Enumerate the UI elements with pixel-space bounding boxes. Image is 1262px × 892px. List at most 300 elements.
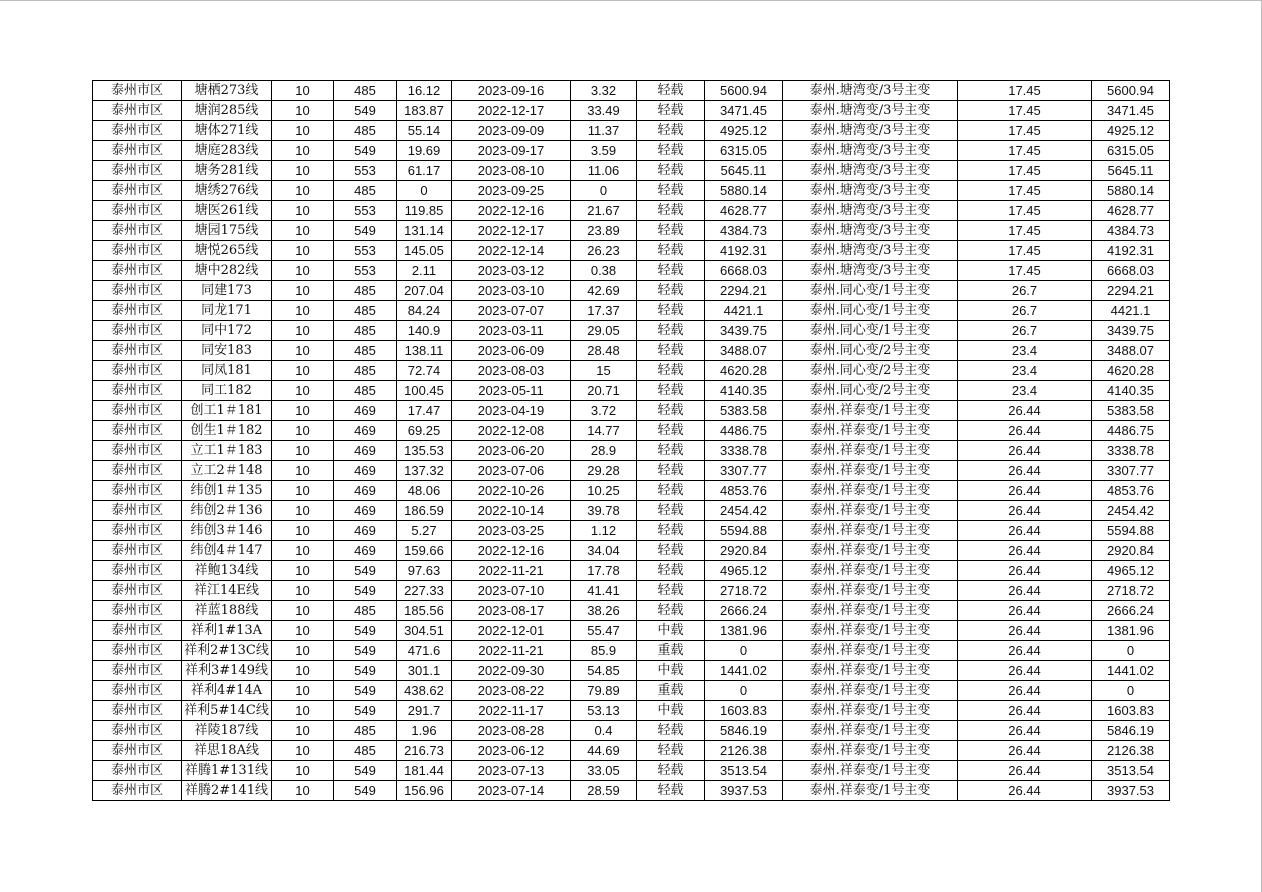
cell-available-capacity: 3439.75 [705,321,783,341]
cell-line-name: 同安183 [182,341,272,361]
cell-transformer-load: 17.45 [958,121,1092,141]
cell-available-capacity: 4925.12 [705,121,783,141]
cell-available-capacity: 4620.28 [705,361,783,381]
table-row [93,541,1170,561]
cell-date: 2023-09-16 [452,81,571,101]
cell-line-name: 祥利1#13A [182,621,272,641]
cell-voltage: 10 [272,401,334,421]
cell-line-name: 立工1＃183 [182,441,272,461]
cell-capacity: 485 [334,281,397,301]
cell-load-status: 重载 [637,681,705,701]
cell-voltage: 10 [272,241,334,261]
table-row [93,81,1170,101]
cell-load-status: 轻载 [637,761,705,781]
cell-line-name: 塘庭283线 [182,141,272,161]
cell-capacity: 549 [334,781,397,801]
cell-transformer-available: 4925.12 [1092,121,1170,141]
cell-load-rate: 38.26 [571,601,637,621]
cell-transformer-load: 26.44 [958,641,1092,661]
cell-district: 泰州市区 [93,601,182,621]
cell-line-name: 祥利3#149线 [182,661,272,681]
cell-load-rate: 54.85 [571,661,637,681]
cell-district: 泰州市区 [93,761,182,781]
cell-voltage: 10 [272,601,334,621]
cell-voltage: 10 [272,81,334,101]
cell-line-name: 塘园175线 [182,221,272,241]
cell-district: 泰州市区 [93,81,182,101]
cell-line-name: 祥利5#14C线 [182,701,272,721]
cell-transformer: 泰州.祥泰变/1号主变 [783,561,958,581]
cell-capacity: 549 [334,761,397,781]
cell-voltage: 10 [272,721,334,741]
cell-date: 2023-03-12 [452,261,571,281]
cell-current-load: 100.45 [397,381,452,401]
cell-transformer-available: 0 [1092,681,1170,701]
cell-transformer-load: 23.4 [958,361,1092,381]
cell-line-name: 同中172 [182,321,272,341]
cell-transformer: 泰州.祥泰变/1号主变 [783,721,958,741]
cell-current-load: 438.62 [397,681,452,701]
cell-line-name: 祥腾1#131线 [182,761,272,781]
cell-current-load: 97.63 [397,561,452,581]
cell-current-load: 69.25 [397,421,452,441]
table-row [93,341,1170,361]
cell-available-capacity: 2718.72 [705,581,783,601]
cell-capacity: 553 [334,241,397,261]
cell-capacity: 553 [334,201,397,221]
cell-district: 泰州市区 [93,161,182,181]
cell-load-status: 轻载 [637,341,705,361]
cell-transformer: 泰州.同心变/2号主变 [783,341,958,361]
cell-transformer-load: 26.44 [958,741,1092,761]
cell-transformer: 泰州.祥泰变/1号主变 [783,581,958,601]
cell-transformer-available: 1603.83 [1092,701,1170,721]
cell-transformer-load: 17.45 [958,81,1092,101]
cell-load-status: 中载 [637,661,705,681]
cell-current-load: 19.69 [397,141,452,161]
cell-date: 2023-08-03 [452,361,571,381]
cell-voltage: 10 [272,201,334,221]
table-row [93,741,1170,761]
cell-date: 2022-11-17 [452,701,571,721]
cell-voltage: 10 [272,321,334,341]
cell-transformer-available: 5846.19 [1092,721,1170,741]
cell-line-name: 同凤181 [182,361,272,381]
cell-available-capacity: 6668.03 [705,261,783,281]
cell-load-rate: 1.12 [571,521,637,541]
cell-load-rate: 0.38 [571,261,637,281]
cell-transformer-available: 1441.02 [1092,661,1170,681]
cell-capacity: 485 [334,81,397,101]
cell-date: 2023-05-11 [452,381,571,401]
cell-load-status: 中载 [637,621,705,641]
table-body [93,81,1170,801]
cell-line-name: 塘悦265线 [182,241,272,261]
table-row [93,201,1170,221]
cell-load-status: 轻载 [637,201,705,221]
cell-date: 2022-11-21 [452,561,571,581]
cell-voltage: 10 [272,761,334,781]
cell-line-name: 创生1＃182 [182,421,272,441]
cell-load-status: 轻载 [637,481,705,501]
cell-voltage: 10 [272,701,334,721]
cell-voltage: 10 [272,261,334,281]
table-row [93,121,1170,141]
cell-line-name: 同建173 [182,281,272,301]
cell-current-load: 131.14 [397,221,452,241]
cell-current-load: 304.51 [397,621,452,641]
cell-current-load: 55.14 [397,121,452,141]
table-row [93,241,1170,261]
cell-load-status: 轻载 [637,261,705,281]
cell-current-load: 61.17 [397,161,452,181]
data-table [92,80,1170,801]
cell-available-capacity: 5846.19 [705,721,783,741]
cell-load-rate: 17.37 [571,301,637,321]
cell-available-capacity: 3488.07 [705,341,783,361]
table-row [93,621,1170,641]
cell-district: 泰州市区 [93,321,182,341]
cell-voltage: 10 [272,561,334,581]
cell-capacity: 485 [334,361,397,381]
cell-capacity: 485 [334,721,397,741]
cell-load-rate: 0 [571,181,637,201]
cell-load-status: 轻载 [637,181,705,201]
cell-line-name: 塘栖273线 [182,81,272,101]
cell-capacity: 553 [334,261,397,281]
cell-district: 泰州市区 [93,541,182,561]
cell-voltage: 10 [272,101,334,121]
cell-current-load: 186.59 [397,501,452,521]
cell-capacity: 549 [334,221,397,241]
cell-district: 泰州市区 [93,721,182,741]
cell-transformer: 泰州.祥泰变/1号主变 [783,541,958,561]
cell-transformer-available: 2126.38 [1092,741,1170,761]
cell-date: 2022-12-17 [452,221,571,241]
cell-load-rate: 29.05 [571,321,637,341]
cell-transformer: 泰州.同心变/1号主变 [783,321,958,341]
cell-voltage: 10 [272,361,334,381]
cell-line-name: 同龙171 [182,301,272,321]
cell-transformer-available: 4486.75 [1092,421,1170,441]
cell-load-rate: 11.37 [571,121,637,141]
cell-voltage: 10 [272,341,334,361]
cell-date: 2022-12-17 [452,101,571,121]
cell-transformer: 泰州.祥泰变/1号主变 [783,481,958,501]
cell-load-rate: 34.04 [571,541,637,561]
cell-load-rate: 79.89 [571,681,637,701]
cell-date: 2023-06-09 [452,341,571,361]
cell-transformer-load: 17.45 [958,101,1092,121]
cell-voltage: 10 [272,121,334,141]
cell-transformer-available: 3307.77 [1092,461,1170,481]
cell-current-load: 16.12 [397,81,452,101]
table-row [93,521,1170,541]
cell-line-name: 塘务281线 [182,161,272,181]
cell-available-capacity: 4965.12 [705,561,783,581]
cell-voltage: 10 [272,581,334,601]
cell-line-name: 塘医261线 [182,201,272,221]
cell-date: 2023-07-13 [452,761,571,781]
cell-transformer-load: 26.44 [958,461,1092,481]
cell-capacity: 485 [334,381,397,401]
cell-transformer: 泰州.同心变/1号主变 [783,301,958,321]
cell-available-capacity: 4140.35 [705,381,783,401]
cell-capacity: 549 [334,641,397,661]
cell-load-rate: 29.28 [571,461,637,481]
cell-load-status: 轻载 [637,461,705,481]
cell-load-status: 轻载 [637,321,705,341]
table-row [93,301,1170,321]
cell-available-capacity: 5880.14 [705,181,783,201]
cell-load-status: 轻载 [637,301,705,321]
cell-available-capacity: 6315.05 [705,141,783,161]
table-row [93,141,1170,161]
table-row [93,321,1170,341]
cell-transformer-available: 1381.96 [1092,621,1170,641]
cell-capacity: 549 [334,561,397,581]
table-row [93,461,1170,481]
cell-transformer-available: 3471.45 [1092,101,1170,121]
cell-line-name: 纬创2＃136 [182,501,272,521]
cell-current-load: 2.11 [397,261,452,281]
cell-available-capacity: 2920.84 [705,541,783,561]
cell-line-name: 祥陵187线 [182,721,272,741]
cell-transformer-available: 5880.14 [1092,181,1170,201]
cell-voltage: 10 [272,621,334,641]
cell-line-name: 塘中282线 [182,261,272,281]
cell-transformer-load: 17.45 [958,221,1092,241]
cell-load-rate: 33.49 [571,101,637,121]
cell-load-status: 轻载 [637,421,705,441]
cell-transformer-load: 23.4 [958,381,1092,401]
cell-transformer-load: 26.44 [958,661,1092,681]
cell-load-status: 轻载 [637,721,705,741]
cell-voltage: 10 [272,281,334,301]
cell-transformer: 泰州.祥泰变/1号主变 [783,741,958,761]
cell-date: 2023-03-25 [452,521,571,541]
cell-date: 2022-12-16 [452,541,571,561]
cell-transformer-load: 26.44 [958,561,1092,581]
cell-transformer-available: 4620.28 [1092,361,1170,381]
cell-capacity: 469 [334,401,397,421]
cell-transformer-available: 5594.88 [1092,521,1170,541]
cell-load-status: 轻载 [637,81,705,101]
cell-load-rate: 41.41 [571,581,637,601]
cell-load-rate: 20.71 [571,381,637,401]
cell-capacity: 549 [334,621,397,641]
cell-voltage: 10 [272,161,334,181]
cell-load-rate: 39.78 [571,501,637,521]
cell-transformer-available: 3513.54 [1092,761,1170,781]
cell-transformer: 泰州.祥泰变/1号主变 [783,681,958,701]
cell-transformer: 泰州.塘湾变/3号主变 [783,81,958,101]
cell-transformer-load: 26.44 [958,521,1092,541]
cell-line-name: 祥鲍134线 [182,561,272,581]
cell-load-status: 轻载 [637,601,705,621]
cell-available-capacity: 4628.77 [705,201,783,221]
cell-load-status: 轻载 [637,241,705,261]
cell-transformer-load: 26.44 [958,481,1092,501]
cell-capacity: 469 [334,481,397,501]
cell-voltage: 10 [272,181,334,201]
cell-load-rate: 15 [571,361,637,381]
cell-line-name: 纬创4＃147 [182,541,272,561]
cell-available-capacity: 3513.54 [705,761,783,781]
cell-transformer-load: 26.44 [958,501,1092,521]
cell-voltage: 10 [272,681,334,701]
cell-available-capacity: 3471.45 [705,101,783,121]
cell-transformer-available: 5645.11 [1092,161,1170,181]
cell-date: 2023-08-10 [452,161,571,181]
table-row [93,281,1170,301]
table-row [93,401,1170,421]
cell-available-capacity: 4384.73 [705,221,783,241]
cell-available-capacity: 2294.21 [705,281,783,301]
cell-load-status: 轻载 [637,521,705,541]
cell-available-capacity: 1441.02 [705,661,783,681]
cell-transformer: 泰州.祥泰变/1号主变 [783,761,958,781]
cell-transformer: 泰州.祥泰变/1号主变 [783,601,958,621]
cell-capacity: 549 [334,141,397,161]
cell-load-rate: 3.32 [571,81,637,101]
cell-current-load: 72.74 [397,361,452,381]
table-row [93,701,1170,721]
cell-date: 2022-10-14 [452,501,571,521]
cell-transformer-load: 26.44 [958,701,1092,721]
cell-line-name: 塘绣276线 [182,181,272,201]
cell-date: 2022-11-21 [452,641,571,661]
cell-line-name: 纬创3＃146 [182,521,272,541]
cell-capacity: 549 [334,661,397,681]
cell-district: 泰州市区 [93,501,182,521]
cell-transformer-load: 26.7 [958,301,1092,321]
cell-current-load: 145.05 [397,241,452,261]
cell-transformer-load: 17.45 [958,201,1092,221]
cell-transformer: 泰州.塘湾变/3号主变 [783,121,958,141]
cell-transformer-load: 26.44 [958,621,1092,641]
cell-current-load: 137.32 [397,461,452,481]
cell-district: 泰州市区 [93,381,182,401]
cell-load-status: 中载 [637,701,705,721]
cell-district: 泰州市区 [93,661,182,681]
cell-capacity: 485 [334,601,397,621]
cell-current-load: 17.47 [397,401,452,421]
cell-load-rate: 85.9 [571,641,637,661]
cell-capacity: 485 [334,321,397,341]
cell-date: 2023-09-17 [452,141,571,161]
table-row [93,781,1170,801]
cell-load-rate: 3.72 [571,401,637,421]
cell-current-load: 140.9 [397,321,452,341]
cell-district: 泰州市区 [93,641,182,661]
cell-line-name: 祥蓝188线 [182,601,272,621]
cell-current-load: 291.7 [397,701,452,721]
cell-available-capacity: 2454.42 [705,501,783,521]
cell-transformer: 泰州.塘湾变/3号主变 [783,201,958,221]
cell-load-rate: 10.25 [571,481,637,501]
cell-voltage: 10 [272,221,334,241]
cell-load-status: 轻载 [637,141,705,161]
table-row [93,181,1170,201]
table-row [93,661,1170,681]
table-row [93,481,1170,501]
cell-current-load: 119.85 [397,201,452,221]
cell-transformer-available: 5600.94 [1092,81,1170,101]
cell-transformer-available: 3439.75 [1092,321,1170,341]
cell-current-load: 183.87 [397,101,452,121]
table-row [93,261,1170,281]
cell-line-name: 纬创1＃135 [182,481,272,501]
cell-transformer-available: 4140.35 [1092,381,1170,401]
cell-date: 2023-03-11 [452,321,571,341]
cell-transformer-load: 17.45 [958,241,1092,261]
cell-available-capacity: 1381.96 [705,621,783,641]
cell-transformer: 泰州.塘湾变/3号主变 [783,101,958,121]
cell-transformer: 泰州.祥泰变/1号主变 [783,521,958,541]
cell-capacity: 549 [334,101,397,121]
cell-capacity: 469 [334,501,397,521]
cell-load-rate: 14.77 [571,421,637,441]
cell-load-status: 轻载 [637,381,705,401]
cell-load-status: 轻载 [637,781,705,801]
cell-capacity: 485 [334,301,397,321]
cell-capacity: 549 [334,701,397,721]
cell-voltage: 10 [272,741,334,761]
cell-load-status: 轻载 [637,281,705,301]
cell-transformer-available: 6315.05 [1092,141,1170,161]
cell-line-name: 同工182 [182,381,272,401]
cell-available-capacity: 2126.38 [705,741,783,761]
cell-transformer-load: 26.44 [958,421,1092,441]
cell-load-status: 轻载 [637,121,705,141]
cell-line-name: 立工2＃148 [182,461,272,481]
cell-district: 泰州市区 [93,301,182,321]
cell-transformer-available: 4628.77 [1092,201,1170,221]
cell-transformer-load: 26.44 [958,681,1092,701]
cell-load-status: 轻载 [637,361,705,381]
cell-current-load: 135.53 [397,441,452,461]
cell-transformer: 泰州.祥泰变/1号主变 [783,461,958,481]
cell-transformer-load: 26.44 [958,541,1092,561]
cell-line-name: 祥思18A线 [182,741,272,761]
cell-district: 泰州市区 [93,741,182,761]
cell-transformer-load: 26.44 [958,761,1092,781]
cell-transformer-load: 26.44 [958,781,1092,801]
cell-load-status: 轻载 [637,581,705,601]
cell-capacity: 469 [334,441,397,461]
table-row [93,581,1170,601]
table-row [93,421,1170,441]
cell-load-status: 轻载 [637,501,705,521]
cell-available-capacity: 1603.83 [705,701,783,721]
cell-available-capacity: 5645.11 [705,161,783,181]
table-row [93,761,1170,781]
cell-current-load: 84.24 [397,301,452,321]
cell-transformer: 泰州.祥泰变/1号主变 [783,441,958,461]
table-row [93,161,1170,181]
cell-current-load: 227.33 [397,581,452,601]
cell-available-capacity: 0 [705,641,783,661]
cell-transformer: 泰州.同心变/1号主变 [783,281,958,301]
cell-line-name: 创工1＃181 [182,401,272,421]
cell-transformer-available: 6668.03 [1092,261,1170,281]
cell-date: 2022-12-16 [452,201,571,221]
cell-load-rate: 0.4 [571,721,637,741]
cell-transformer: 泰州.塘湾变/3号主变 [783,161,958,181]
cell-voltage: 10 [272,461,334,481]
cell-load-status: 轻载 [637,741,705,761]
